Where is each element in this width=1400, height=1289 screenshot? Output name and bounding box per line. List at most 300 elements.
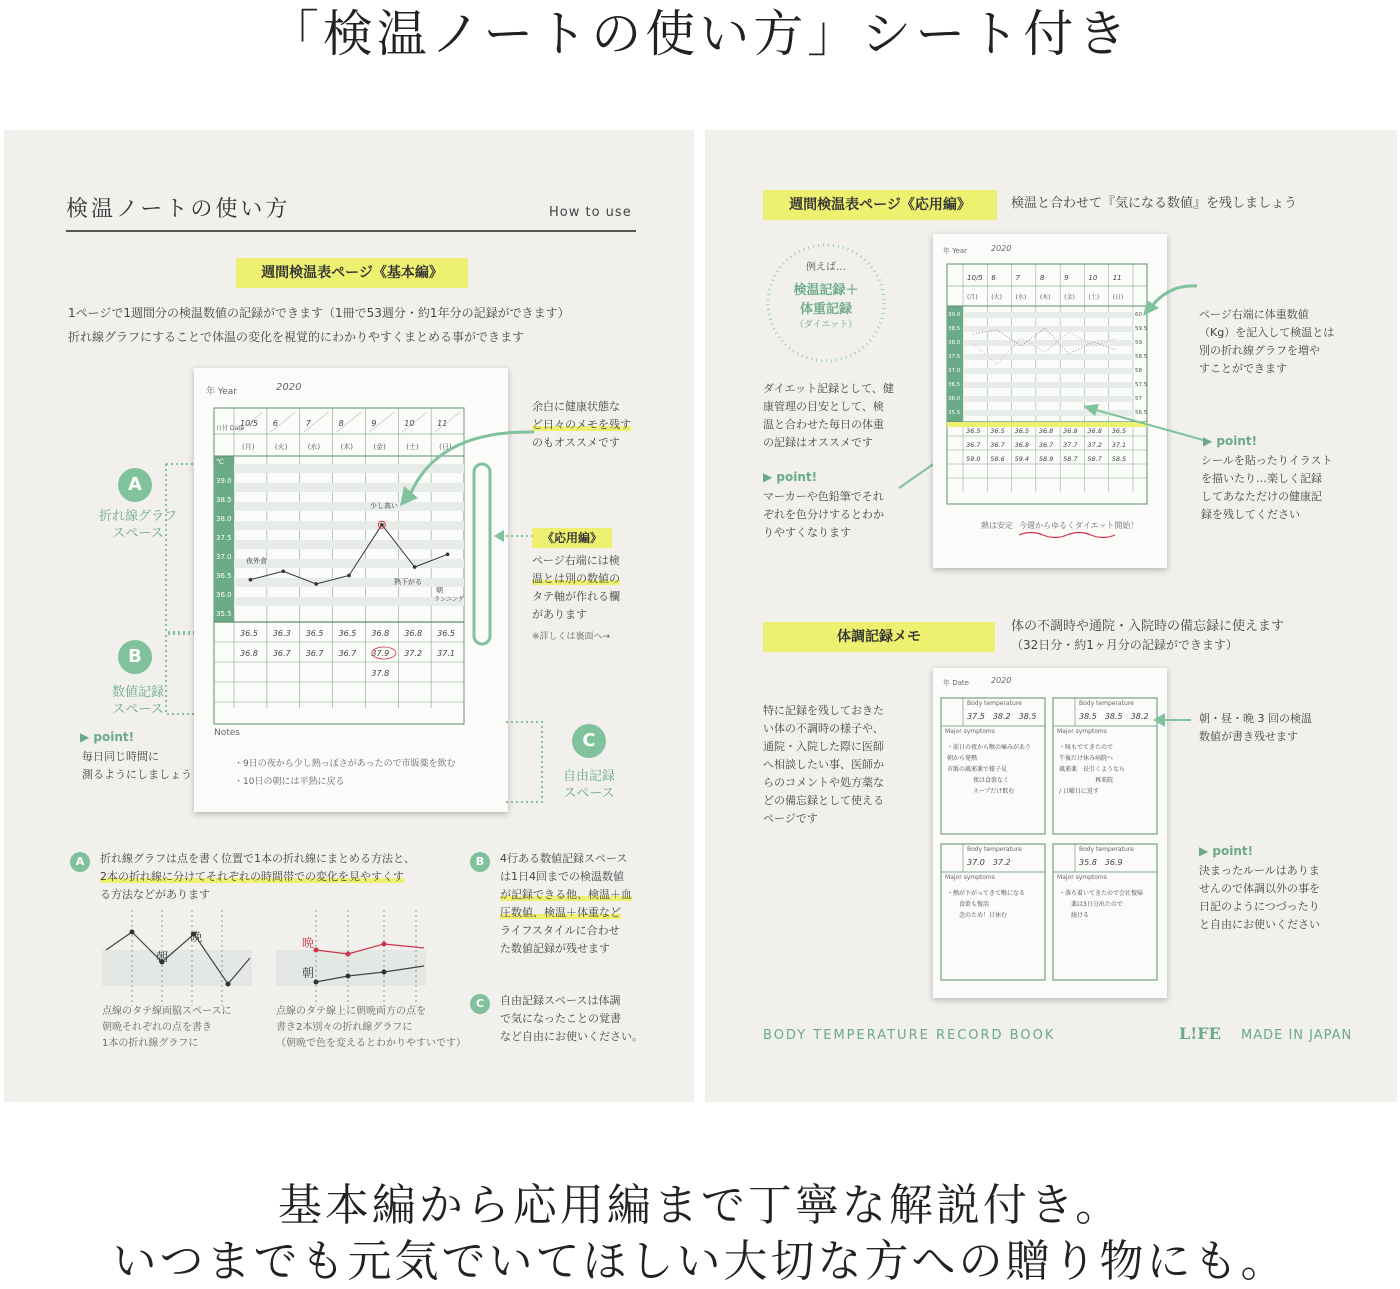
exp-a-1: 折れ線グラフは点を書く位置で1本の折れ線にまとめる方法と、 [100, 852, 415, 865]
point1-text-2: ぞれを色分けするとわか [763, 508, 884, 521]
point3-text [1199, 862, 1369, 934]
point3-label: ▶ point! [1199, 844, 1254, 858]
exp-b-text [500, 850, 650, 958]
sheet1-year: 2020 [991, 244, 1012, 253]
sheet2-temp-label-1: Body temperature [967, 700, 1022, 707]
point2-label: ▶ point! [1203, 434, 1258, 448]
cell2-notes [1059, 742, 1125, 797]
sheet-date-cell: 10 [404, 419, 415, 428]
cell1-note-1: ・前日の夜から喉の痛みがあり [947, 744, 1032, 751]
cell2-temp-2: 38.5 [1104, 712, 1123, 721]
applied-row2: 37.1 [1111, 441, 1127, 449]
sheet2-year-label: 年 Date [943, 679, 969, 687]
applied-date-cell: 11 [1112, 274, 1122, 282]
applied-axis-left: 38.0 [948, 340, 961, 346]
exp-a-circle: A [70, 852, 90, 872]
mini2-point-black [382, 970, 387, 975]
cell4-temp-2: 36.9 [1104, 858, 1123, 867]
memo-text-4: へ相談したい事、医師か [763, 758, 884, 771]
chart-point [314, 582, 318, 586]
label-c-circle: C [572, 724, 606, 758]
sheet-axis-label: ℃ [216, 458, 224, 466]
memo-text-1: 特に記録を残しておきた [763, 704, 884, 717]
label-c-line1: 自由記録 [562, 769, 615, 784]
applied-day-cell: (日) [1112, 294, 1124, 301]
sheet-grid-band [234, 521, 464, 530]
exp-b-5: ライフスタイルに合わせ [500, 924, 620, 937]
chart-point [413, 565, 417, 569]
section-label-applied: 週間検温表ページ《応用編》 [763, 190, 997, 220]
mini-graph-2-cap-2: 書き2本別々の折れ線グラフに [276, 1022, 413, 1033]
circle-text-1: 例えば… [806, 262, 846, 273]
cell2-note-1: ・咳もでてきたので [1059, 744, 1114, 751]
point2-text [1201, 452, 1371, 524]
cell1-temp-3: 38.5 [1018, 712, 1037, 721]
sheet-grid-band [234, 559, 464, 568]
point-text [82, 748, 192, 784]
weight-text-2: （Kg）を記入して検温とは [1199, 326, 1335, 339]
sheet-date-cell: 7 [305, 419, 311, 428]
sheet-memo-1: ・9日の夜から少し熱っぽさがあったので市販薬を飲む [234, 759, 456, 769]
memo-note-1: 余白に健康状態な [532, 400, 620, 413]
sheet-axis-label: 38.5 [216, 496, 232, 504]
point2-text-2: を描いたり…楽しく記録 [1201, 472, 1322, 485]
sheet2-symptoms-1: Major symptoms [945, 728, 995, 735]
point2-text-4: 録を残してください [1201, 508, 1300, 521]
cell4-notes [1059, 888, 1143, 921]
applied-axis-left: 35.5 [948, 410, 961, 416]
sheet2-symptoms-4: Major symptoms [1057, 874, 1107, 881]
cell1-note-2: 朝から発熱 [947, 755, 978, 762]
chart-note-night: 夜外食 [246, 556, 267, 565]
applied-row2: 36.7 [1038, 441, 1054, 449]
exp-a-text [100, 850, 460, 904]
applied-band [963, 354, 1133, 360]
applied-axis-right: 60 [1135, 312, 1142, 318]
applied-axis-left: 39.0 [948, 312, 961, 318]
memo-text-6: どの備忘録として使える [763, 794, 884, 807]
sticker-arrow [1079, 400, 1209, 450]
mini1-point [226, 982, 231, 987]
applied-text [532, 552, 672, 646]
mini1-point [130, 930, 135, 935]
sheet-year-label: 年 Year [206, 387, 237, 397]
diet-text [763, 380, 923, 452]
applied-bracket [470, 460, 540, 650]
cell4-temps [1079, 858, 1123, 867]
exp-a-2-text: 2本の折れ線に分けてそれぞれの時間帯での変化を見やすくす [100, 870, 404, 883]
sheet1-underline [1019, 530, 1119, 540]
cell2-note-3: 風邪薬 長引くようなら [1059, 766, 1126, 773]
cell3-note-2: 食欲も復活 [959, 901, 990, 908]
title-rule [66, 230, 636, 232]
label-b-circle: B [118, 640, 152, 674]
label-a-line2: スペース [112, 526, 164, 541]
applied-axis-right: 57.5 [1135, 382, 1148, 388]
applied-row1: 36.5 [1111, 427, 1127, 435]
sheet-grid-band [234, 540, 464, 549]
exp-b-6: た数値記録が残せます [500, 942, 610, 955]
intro-line-1: 1ページで1週間分の検温数値の記録ができます（1冊で53週分・約1年分の記録ができます） [68, 306, 570, 320]
applied-axis-right: 59.5 [1135, 326, 1148, 332]
cell3-note-1: ・熱が下がってきて喉になる [947, 890, 1026, 897]
sheet-row2-cell: 36.7 [272, 649, 291, 658]
point1-label: ▶ point! [763, 470, 818, 484]
sheet-axis-label: 36.5 [216, 572, 232, 580]
point3-text-3: 日記のようにつづったり [1199, 900, 1320, 913]
section-label-basic: 週間検温表ページ《基本編》 [236, 258, 468, 288]
sheet-year: 2020 [276, 382, 302, 393]
sheet-row1-cell: 36.5 [240, 629, 258, 638]
cell3-temp-2: 37.2 [992, 858, 1011, 867]
sheet1-note-2: 今週からゆるくダイエット開始！ [1019, 521, 1139, 530]
applied-day-cell: (木) [1039, 294, 1051, 301]
sheet-day-cell: (日) [439, 443, 452, 451]
chart-point [380, 523, 384, 527]
mini-graph-2-caption [276, 1004, 476, 1052]
intro-line-2: 折れ線グラフにすることで体温の変化を視覚的にわかりやすくまとめる事ができます [68, 330, 525, 344]
applied-row1: 36.8 [1087, 427, 1102, 435]
cell2-temp-1: 38.5 [1079, 712, 1097, 721]
point3-text-2: せんので体調以外の事を [1199, 882, 1320, 895]
applied-row3: 58.7 [1087, 455, 1102, 463]
cell4-note-2: 薬は3日分出たので [1071, 901, 1123, 908]
mini-graph-1-label-2: 朝 [156, 950, 169, 964]
page-title: 検温ノートの使い方 [66, 197, 291, 222]
three-times-arrow [1151, 710, 1195, 730]
applied-axis-left: 36.0 [948, 396, 961, 402]
applied-text-1: ページ右端には検 [532, 554, 620, 567]
chart-point [347, 574, 351, 578]
point-text-2: 測るようにしましょう [82, 768, 192, 781]
applied-axis-right: 59 [1135, 340, 1142, 346]
cell3-note-3: 念のため！日休む [959, 912, 1008, 919]
circle-text-4: （ダイエット） [794, 320, 858, 330]
point3-text-1: 決まったルールはありま [1199, 864, 1320, 877]
applied-ref: ※詳しくは裏面へ→ [532, 632, 611, 642]
sheet1-year-label: 年 Year [943, 247, 968, 255]
exp-b-4 [500, 904, 650, 922]
applied-date-cell: 9 [1064, 274, 1069, 282]
mini-graph-1-caption [102, 1004, 272, 1052]
memo-sheet [933, 668, 1167, 998]
three-times-text [1199, 710, 1369, 746]
sheet-row1-cell: 36.3 [272, 629, 291, 638]
applied-row3: 58.7 [1063, 455, 1078, 463]
sheet2-temp-label-3: Body temperature [967, 846, 1022, 853]
example-circle-text [763, 258, 889, 330]
cell2-temps [1079, 712, 1148, 721]
exp-b-1: 4行ある数値記録スペース [500, 852, 628, 865]
mini-graph-1-cap-1: 点線のタテ線両脇スペースに [102, 1006, 232, 1017]
sheet-row2-cell: 36.7 [305, 649, 324, 658]
applied-row1: 36.8 [1038, 427, 1054, 435]
mini1-band [102, 950, 252, 986]
applied-row1: 36.5 [966, 427, 981, 435]
exp-b-2: は1日4回までの検温数値 [500, 870, 624, 883]
applied-band [963, 312, 1133, 318]
weight-text-1-span: ページ右端に体重数値 [1199, 308, 1309, 321]
exp-a-3: る方法などがあります [100, 888, 210, 901]
sheet2-temp-label-2: Body temperature [1079, 700, 1134, 707]
applied-date-cell: 7 [1015, 274, 1021, 282]
section-sub-memo-1: 体の不調時や通院・入院時の備忘録に使えます [1011, 619, 1285, 634]
label-a-line1: 折れ線グラフ [98, 509, 177, 524]
applied-date-cell: 8 [1039, 274, 1045, 282]
applied-axis-left: 36.5 [948, 382, 961, 388]
applied-day-cell: (火) [991, 294, 1002, 301]
cell4-note-1: ・落ち着いてきたので会社復帰 [1059, 890, 1144, 897]
footer-made-in: MADE IN JAPAN [1241, 1028, 1353, 1043]
howto-label: How to use [549, 205, 632, 220]
applied-row2: 37.7 [1063, 441, 1078, 449]
diet-text-1: ダイエット記録として、健 [763, 382, 894, 395]
cell1-note-5: スープだけ飲む [973, 788, 1015, 795]
applied-axis-left: 38.5 [948, 326, 961, 332]
point-text-1: 毎日同じ時間に [82, 750, 159, 763]
applied-date-cell: 6 [991, 274, 996, 282]
sheet-date-cell: 11 [437, 419, 448, 428]
sheet-axis-label: 37.5 [216, 534, 232, 542]
cell2-note-2: 午後だけ休み病院へ [1059, 755, 1114, 762]
sheet1-note-1: 熱は安定 [981, 521, 1013, 530]
applied-axis-left: 37.5 [948, 354, 961, 360]
memo-note [532, 398, 672, 452]
left-page [4, 130, 694, 1102]
sheet-row2-cell: 37.1 [437, 649, 455, 658]
diet-text-3: 温と合わせた毎日の体重 [763, 418, 884, 431]
section-sub-memo-2: （32日分・約1ヶ月分の記録ができます） [1011, 638, 1238, 652]
applied-row1: 36.5 [990, 427, 1005, 435]
section-sub-applied: 検温と合わせて『気になる数値』を残しましょう [1011, 196, 1298, 211]
cell1-note-4: 夜は食欲なく [973, 777, 1010, 784]
cell3-temp-1: 37.0 [967, 858, 985, 867]
applied-axis-band [947, 306, 963, 422]
sheet-axis-label: 39.0 [216, 477, 232, 485]
exp-c-text [500, 992, 670, 1046]
applied-row2: 36.7 [990, 441, 1005, 449]
memo-text-2: い体の不調時の様子や、 [763, 722, 884, 735]
mini2-point-red [314, 948, 319, 953]
cell3-notes [947, 888, 1025, 921]
sheet-date-cell: 9 [371, 419, 377, 428]
point2-text-1: シールを貼ったりイラスト [1201, 454, 1333, 467]
applied-row3: 58.9 [1038, 455, 1054, 463]
cell1-note-3: 市販の風邪薬で様子見 [947, 766, 1008, 773]
sheet-date-cell: 8 [338, 419, 344, 428]
weight-text-4: すことができます [1199, 362, 1287, 375]
sheet-row1-cell: 36.8 [371, 629, 390, 638]
sheet-row2-cell: 36.8 [240, 649, 258, 658]
top-heading: 「検温ノートの使い方」シート付き [268, 5, 1132, 63]
chart-note-down: 熱下がる [394, 577, 422, 586]
cell2-note-5: / 日曜日に返す [1059, 788, 1099, 795]
cell2-temp-3: 38.2 [1130, 712, 1149, 721]
memo-text-3: 通院・入院した際に医師 [763, 740, 884, 753]
memo-text-5: らのコメントや処方薬な [763, 776, 884, 789]
applied-text-4: があります [532, 608, 587, 621]
exp-c-circle: C [470, 994, 490, 1014]
sheet-row2-cell: 36.7 [338, 649, 357, 658]
mini-graph-2-cap-3: （朝晩で色を変えるとわかりやすいです） [276, 1038, 466, 1049]
exp-b-3 [500, 886, 650, 904]
sheet-date-label: 日付 Date [216, 425, 245, 432]
point1-text-3: りやすくなります [763, 526, 851, 539]
mini2-band [276, 950, 426, 986]
applied-band [963, 382, 1133, 388]
footer-logo: L!FE [1179, 1024, 1221, 1043]
three-text-1: 朝・昼・晩 3 回の検温 [1199, 712, 1312, 725]
applied-row1: 36.5 [1014, 427, 1030, 435]
applied-row3: 59.0 [966, 455, 981, 463]
circle-text-2: 検温記録＋ [793, 283, 859, 298]
point-label: ▶ point! [80, 730, 135, 744]
applied-date-cell: 10 [1088, 274, 1098, 282]
sheet-row2-cell: 37.9 [371, 649, 390, 658]
mini-graph-1-cap-3: 1本の折れ線グラフに [102, 1038, 199, 1049]
chart-note-high: 少し高い [370, 501, 398, 510]
sheet-row1-cell: 36.5 [338, 629, 357, 638]
label-c-line2: スペース [563, 786, 615, 801]
applied-row2: 37.2 [1087, 441, 1102, 449]
cell1-temps [967, 712, 1036, 721]
memo-note-2 [532, 416, 672, 434]
mini2-point-black [314, 980, 319, 985]
mini-graph-2-label-1: 晩 [302, 936, 315, 950]
cell4-note-3: 続ける [1071, 912, 1090, 919]
sheet-day-cell: (火) [274, 443, 288, 451]
applied-row2: 36.8 [1014, 441, 1030, 449]
applied-day-cell: (水) [1015, 294, 1027, 301]
sheet-day-cell: (木) [340, 443, 354, 451]
mini2-point-black [346, 974, 351, 979]
point1-text-1: マーカーや色鉛筆でそれ [763, 490, 884, 503]
memo-note-2-text: ど日々のメモを残す [532, 418, 631, 431]
applied-text-3: タテ軸が作れる欄 [532, 590, 620, 603]
exp-c-1: 自由記録スペースは体調 [500, 994, 621, 1007]
sheet-memo-2: ・10日の朝には平熱に戻る [234, 777, 345, 787]
chart-note-run1: 朝 [436, 586, 443, 595]
sheet-day-cell: (土) [406, 443, 419, 451]
label-a-circle: A [118, 468, 152, 502]
exp-a-2 [100, 868, 460, 886]
sheet2-temp-label-4: Body temperature [1079, 846, 1134, 853]
sheet-row1-cell: 36.5 [437, 629, 455, 638]
weight-text-1 [1199, 306, 1369, 324]
three-text-2: 数値が書き残せます [1199, 730, 1298, 743]
mini-graph-1 [102, 910, 262, 1010]
weight-text-3: 別の折れ線グラフを増や [1199, 344, 1320, 357]
mini2-point-red [346, 952, 351, 957]
sheet-row1-cell: 36.8 [404, 629, 423, 638]
applied-text-2-text: 温とは別の数値の [532, 572, 620, 585]
mini-graph-2 [276, 910, 436, 1010]
sheet-row1-cell: 36.5 [305, 629, 324, 638]
bottom-heading [0, 1178, 1400, 1289]
memo-note-3: のもオススメです [532, 436, 620, 449]
sheet-axis-label: 36.0 [216, 591, 232, 599]
applied-axis-right: 57 [1135, 396, 1142, 402]
applied-row2: 36.7 [966, 441, 981, 449]
applied-band [963, 368, 1133, 374]
label-c-bracket [502, 718, 552, 808]
exp-b-3-text: が記録できる他、検温＋血 [500, 888, 632, 901]
sheet-day-cell: (水) [307, 443, 321, 451]
cell2-note-4: 再来院 [1059, 777, 1114, 784]
sheet-axis-label: 35.5 [216, 610, 232, 618]
cell3-temps [967, 858, 1011, 867]
sheet2-symptoms-3: Major symptoms [945, 874, 995, 881]
circle-text-3: 体重記録 [799, 302, 852, 317]
cell1-temp-1: 37.5 [967, 712, 985, 721]
section-label-memo: 体調記録メモ [763, 622, 995, 652]
label-c-text [539, 768, 639, 802]
cell1-temp-2: 38.2 [992, 712, 1011, 721]
exp-b-circle: B [470, 852, 490, 872]
point3-text-4: と自由にお使いください [1199, 918, 1320, 931]
mini2-point-red [382, 942, 387, 947]
applied-row3: 58.6 [990, 455, 1005, 463]
applied-text-2 [532, 570, 672, 588]
applied-day-cell: (金) [1064, 294, 1075, 301]
sheet-extra-cell: 37.8 [371, 669, 390, 678]
sheet-date-cell: 6 [272, 419, 278, 428]
exp-c-2: で気になったことの覚書 [500, 1012, 621, 1025]
applied-axis-right: 58 [1135, 368, 1142, 374]
sheet-date-cell: 10/5 [240, 419, 258, 428]
exp-b-4-text: 圧数値、検温＋体重など [500, 906, 621, 919]
chart-point [249, 578, 253, 582]
memo-text-7: ページです [763, 812, 818, 825]
weight-arrow [1141, 280, 1201, 320]
exp-c-3: など自由にお使いください。 [500, 1030, 643, 1043]
applied-day-cell: (月) [967, 294, 978, 301]
memo-text [763, 702, 923, 828]
cell4-temp-1: 35.8 [1079, 858, 1097, 867]
weight-text [1199, 306, 1369, 378]
label-b-line1: 数値記録 [111, 685, 164, 700]
mini-graph-2-cap-1: 点線のタテ線上に朝晩両方の点を [276, 1006, 426, 1017]
point1-text [763, 488, 923, 542]
sheet-day-cell: (金) [373, 443, 386, 451]
applied-axis-right: 56.5 [1135, 410, 1148, 416]
mini-graph-2-label-2: 朝 [302, 966, 315, 980]
mini-graph-1-cap-2: 朝晩それぞれの点を書き [102, 1022, 212, 1033]
bottom-heading-line-1: 基本編から応用編まで丁寧な解説付き。 [277, 1180, 1123, 1231]
point2-text-3: してあなただけの健康記 [1201, 490, 1322, 503]
chart-point [446, 553, 450, 557]
footer-brand-text: BODY TEMPERATURE RECORD BOOK [763, 1028, 1056, 1043]
applied-label: 《応用編》 [532, 528, 612, 548]
sheet2-symptoms-2: Major symptoms [1057, 728, 1107, 735]
label-b-line2: スペース [112, 702, 164, 717]
applied-row1: 36.8 [1063, 427, 1078, 435]
applied-row3: 58.5 [1111, 455, 1127, 463]
bottom-heading-line-2: いつまでも元気でいてほしい大切な方への贈り物にも。 [112, 1236, 1288, 1287]
sheet2-year: 2020 [991, 676, 1012, 685]
sheet-day-cell: (月) [242, 443, 255, 451]
right-page [705, 130, 1397, 1102]
sheet-grid-band [234, 578, 464, 587]
sheet-row2-cell: 37.2 [404, 649, 423, 658]
applied-axis-left: 37.0 [948, 368, 961, 374]
diet-text-2: 康管理の目安として、検 [763, 400, 884, 413]
cell1-notes [947, 742, 1031, 797]
chart-point [281, 569, 285, 573]
applied-axis-right: 58.5 [1135, 354, 1148, 360]
chart-note-run2: ランニング [434, 595, 464, 603]
applied-date-cell: 10/5 [967, 274, 983, 282]
